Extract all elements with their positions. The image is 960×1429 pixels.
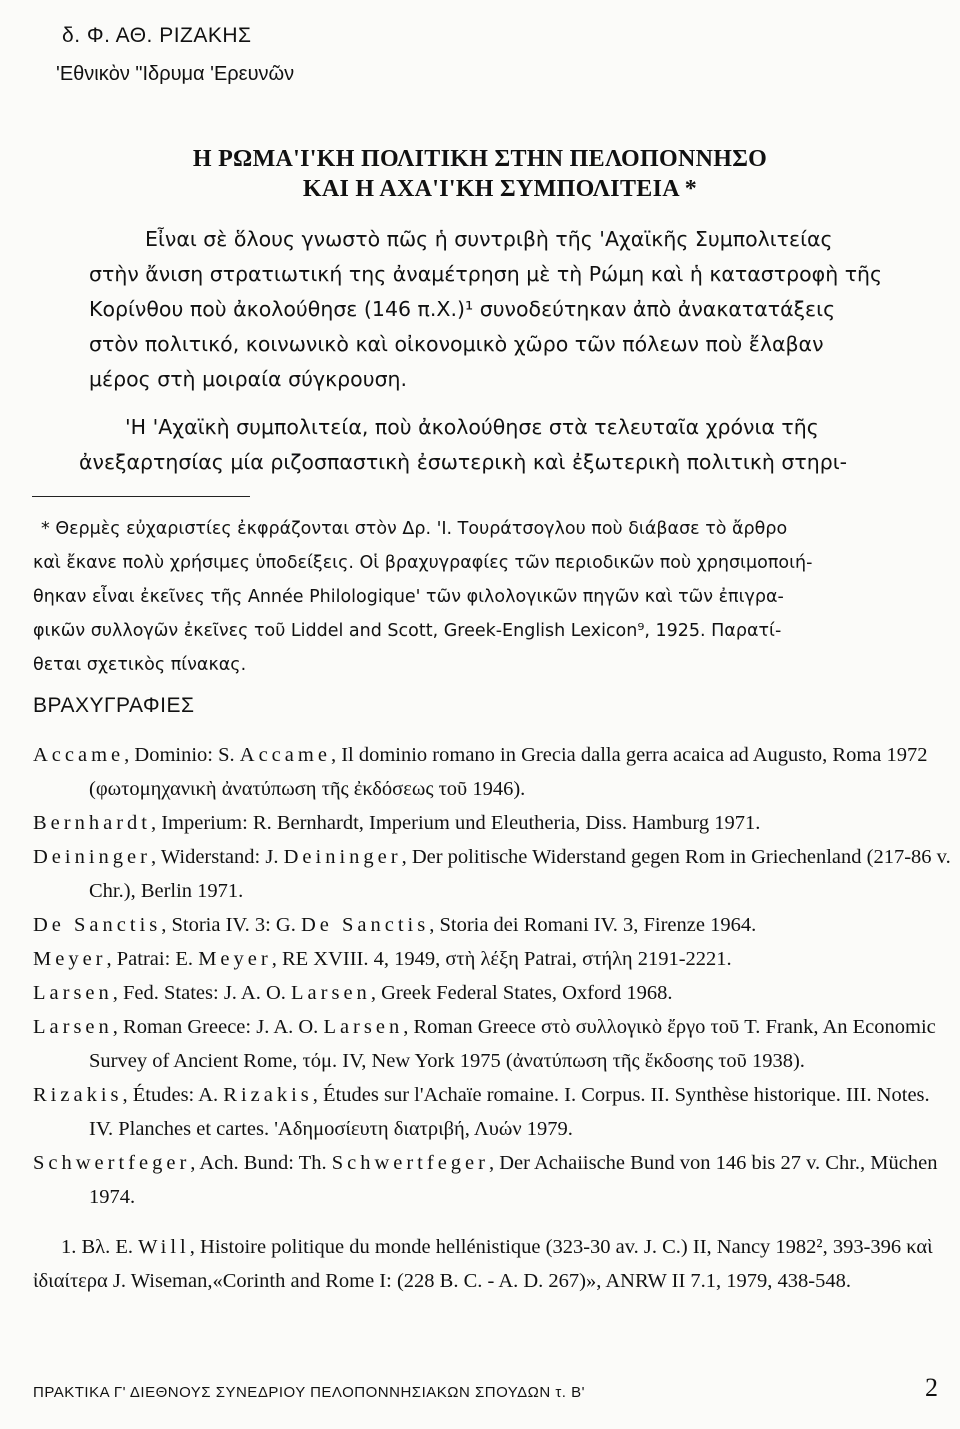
abbreviation-entry: Meyer, Patrai: E. Meyer, RE XVIII. 4, 1949, στὴ λέξη Patrai, στήλη 2191-2221.	[33, 948, 732, 970]
abbreviations-heading: ΒΡΑΧΥΓΡΑΦΙΕΣ	[33, 694, 195, 717]
page-number: 2	[925, 1373, 938, 1402]
paragraph-line: 'Η 'Αχαϊκὴ συμπολιτεία, ποὺ ἀκολούθησε στὰ τελευταῖα χρόνια τῆς	[125, 415, 819, 439]
abbreviation-entry: Rizakis, Études: A. Rizakis, Études sur l'Achaïe romaine. I. Corpus. II. Synthèse historique. III. Notes. IV. Planches et cartes. 'Αδημοσίευτη διατριβή, Λυών 1979.	[33, 1084, 930, 1140]
paragraph-line: στὸν πολιτικό, κοινωνικὸ καὶ οἰκονομικὸ χῶρο τῶν πόλεων ποὺ ἔλαβαν	[89, 332, 824, 356]
footnote-line: * Θερμὲς εὐχαριστίες ἐκφράζονται στὸν Δρ. 'Ι. Τουράτσογλου ποὺ διάβασε τὸ ἄρθρο	[41, 519, 788, 539]
abbreviation-entry: De Sanctis, Storia IV. 3: G. De Sanctis, Storia dei Romani IV. 3, Firenze 1964.	[33, 914, 757, 936]
abbreviation-entry: Larsen, Roman Greece: J. A. O. Larsen, Roman Greece στὸ συλλογικὸ ἔργο τοῦ T. Frank, An Economic Survey of Ancient Rome, τόμ. IV, New York 1975 (ἀνατύπωση τῆς ἔκδοσης τοῦ 1938).	[33, 1016, 936, 1072]
footnote-separator	[32, 496, 250, 497]
abbreviation-entry: Deininger, Widerstand: J. Deininger, Der politische Widerstand gegen Rom in Griechenland (217-86 v. Chr.), Berlin 1971.	[33, 846, 951, 902]
paragraph-1	[33, 222, 951, 397]
footnote-line: καὶ ἔκανε πολὺ χρήσιμες ὑποδείξεις. Οἱ βραχυγραφίες τῶν περιοδικῶν ποὺ χρησιμοποιή-	[33, 553, 813, 573]
paragraph-line: Κορίνθου ποὺ ἀκολούθησε (146 π.Χ.)¹ συνοδεύτηκαν ἀπὸ ἀνακατατάξεις	[89, 297, 836, 321]
author-name: δ. Φ. ΑΘ. ΡΙΖΑΚΗΣ	[62, 24, 252, 47]
footnote-line: φικῶν συλλογῶν ἐκεῖνες τοῦ Liddel and Scott, Greek-English Lexicon⁹, 1925. Παρατί-	[33, 621, 782, 641]
abbreviation-entry: Bernhardt, Imperium: R. Bernhardt, Imperium und Eleutheria, Diss. Hamburg 1971.	[33, 812, 761, 834]
paragraph-line: στὴν ἄνιση στρατιωτική της ἀναμέτρηση μὲ τὴ Ρώμη καὶ ἡ καταστροφὴ τῆς	[89, 262, 883, 286]
abbreviation-entry: Accame, Dominio: S. Accame, Il dominio romano in Grecia dalla gerra acaica ad Augusto, Roma 1972 (φωτομηχανικὴ ἀνατύπωση τῆς ἐκδόσεως τοῦ 1946).	[33, 744, 928, 800]
author-affiliation: 'Εθνικὸν "Ιδρυμα 'Ερευνῶν	[56, 63, 295, 85]
abbreviation-entry: Schwertfeger, Ach. Bund: Th. Schwertfeger, Der Achaiische Bund von 146 bis 27 v. Chr., Müchen 1974.	[33, 1152, 938, 1208]
abbreviations-list	[33, 738, 951, 1214]
footnote-line: θεται σχετικὸς πίνακας.	[33, 655, 247, 675]
article-title-line-1: Η ΡΩΜΑ'Ι'ΚΗ ΠΟΛΙΤΙΚΗ ΣΤΗΝ ΠΕΛΟΠΟΝΝΗΣΟ	[192, 146, 768, 172]
paragraph-2	[33, 410, 951, 480]
paragraph-line: Εἶναι σὲ ὅλους γνωστὸ πῶς ἡ συντριβὴ τῆς 'Αχαϊκῆς Συμπολιτείας	[145, 227, 833, 251]
paragraph-line: ἀνεξαρτησίας μία ριζοσπαστικὴ ἐσωτερικὴ καὶ ἐξωτερικὴ πολιτικὴ στηρι-	[79, 450, 848, 474]
footnote-1: 1. Βλ. E. Will, Histoire politique du monde hellénistique (323-30 av. J. C.) II, Nancy 1982², 393-396 καὶ ἰδιαίτερα J. Wiseman,«Corinth and Rome I: (228 B. C. - A. D. 267)», ANRW II 7.1, 1979, 438-548.	[33, 1236, 933, 1292]
abbreviation-entry: Larsen, Fed. States: J. A. O. Larsen, Greek Federal States, Oxford 1968.	[33, 982, 673, 1004]
article-title-line-2: ΚΑΙ Η ΑΧΑ'Ι'ΚΗ ΣΥΜΠΟΛΙΤΕΙΑ *	[302, 176, 698, 202]
paragraph-line: μέρος στὴ μοιραία σύγκρουση.	[89, 367, 408, 391]
footnote-line: θηκαν εἶναι ἐκεῖνες τῆς Année Philologique' τῶν φιλολογικῶν πηγῶν καὶ τῶν ἐπιγρα-	[33, 587, 784, 607]
acknowledgement-footnote	[33, 512, 951, 682]
proceedings-footer: ΠΡΑΚΤΙΚΑ Γ' ΔΙΕΘΝΟΥΣ ΣΥΝΕΔΡΙΟΥ ΠΕΛΟΠΟΝΝΗΣΙΑΚΩΝ ΣΠΟΥΔΩΝ τ. Β'	[33, 1384, 586, 1401]
